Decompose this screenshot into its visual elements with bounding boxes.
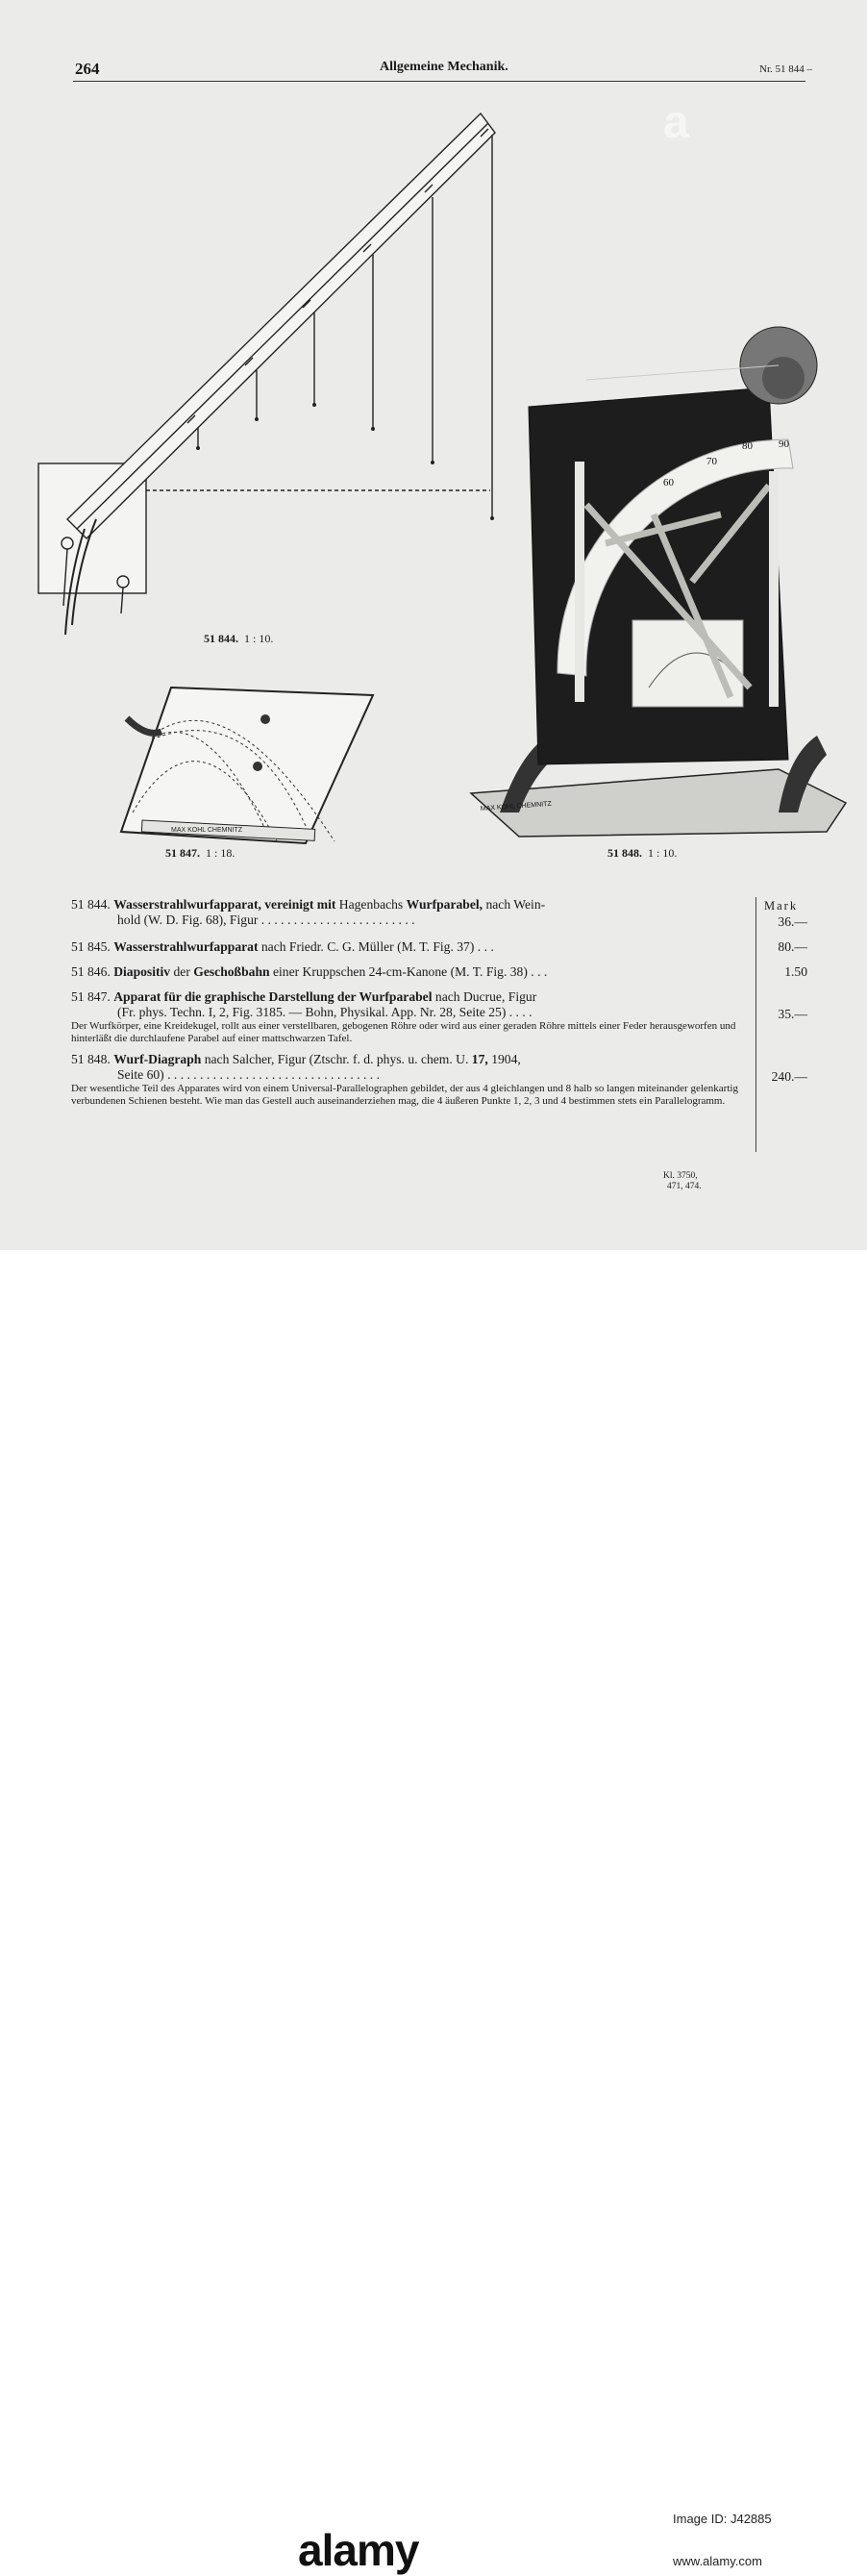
figure-51847-caption: 51 847. 1 : 18. <box>165 846 235 860</box>
page-number: 264 <box>75 60 100 78</box>
entry-51847: 51 847. Apparat für die graphische Darstellung der Wurfparabel nach Ducrue, Figur (Fr. phys. Techn. I, 2, Fig. 3185. — Bohn, Physikal. App. Nr. 28, Seite 25) . . . . Der Wurfkörper, eine Kreidekugel, rollt aus einer verstellbaren, gebogenen Röhre oder wird aus einer geraden Röhre mittels einer Feder herausgeworfen und hinterläßt die durchlaufene Parabel auf einer mattschwarzen Tafel. 35.— <box>71 989 807 1044</box>
entry-price: 1.50 <box>784 964 807 979</box>
catalog-page <box>0 0 867 1250</box>
entry-price: 240.— <box>771 1069 807 1084</box>
watermark: a <box>663 97 689 148</box>
entry-price: 80.— <box>778 939 807 954</box>
site-url[interactable]: www.alamy.com <box>673 2554 762 2568</box>
page-reference: Nr. 51 844 – <box>759 63 812 75</box>
header-rule <box>73 81 805 82</box>
brand-logo: alamy <box>298 2525 419 2575</box>
svg-text:70: 70 <box>706 456 717 467</box>
base-maker-label: MAX KOHL CHEMNITZ <box>480 800 552 813</box>
catalog-reference: Kl. 3750, 471, 474. <box>663 1171 702 1191</box>
image-id: Image ID: J42885 <box>673 2512 772 2526</box>
entry-price: 36.— <box>778 914 807 929</box>
entry-price: 35.— <box>778 1007 807 1021</box>
entry-51848: 51 848. Wurf-Diagraph nach Salcher, Figur (Ztschr. f. d. phys. u. chem. U. 17, 1904, Seite 60) . . . . . . . . . . . . . . . . . . . . . . . . . . . . . . . . . Der wesentliche Teil des Apparates wird von einem Universal-Parallelographen gebildet, der aus 4 gleichlangen und 8 halb so langen miteinander gelenkartig verbundenen Schienen besteht. Wie man das Gestell auch auseinanderziehen mag, die 4 äußeren Punkte 1, 2, 3 und 4 bestimmen stets ein Parallelogramm. 240.— <box>71 1052 807 1107</box>
entry-description: Der Wurfkörper, eine Kreidekugel, rollt aus einer verstellbaren, gebogenen Röhre oder wird aus einer geraden Röhre mittels einer Feder herausgeworfen und hinterläßt die durchlaufene Parabel auf einer mattschwarzen Tafel. <box>71 1020 736 1044</box>
figure-51844-caption: 51 844. 1 : 10. <box>204 632 274 645</box>
svg-text:60: 60 <box>663 477 674 488</box>
stock-footer <box>0 1250 867 2575</box>
svg-text:80: 80 <box>742 440 753 452</box>
figure-51848-caption: 51 848. 1 : 10. <box>607 846 678 860</box>
entry-list <box>71 897 807 1114</box>
entry-description: Der wesentliche Teil des Apparates wird von einem Universal-Parallelographen gebildet, der aus 4 gleichlangen und 8 halb so langen miteinander gelenkartig verbundenen Schienen besteht. Wie man das Gestell auch auseinanderziehen mag, die 4 äußeren Punkte 1, 2, 3 und 4 bestimmen stets ein Parallelogramm. <box>71 1083 738 1107</box>
figure-51844-illustration <box>29 106 529 644</box>
entry-51844: 51 844. Wasserstrahlwurfapparat, vereinigt mit Hagenbachs Wurfparabel, nach Wein- hold (W. D. Fig. 68), Figur . . . . . . . . . . . . . . . . . . . . . . . . 36.— <box>71 897 807 929</box>
figure-51848-illustration <box>461 293 855 841</box>
price-column-header: Mark <box>764 899 799 913</box>
figure-51847-illustration <box>113 678 383 851</box>
svg-text:90: 90 <box>779 438 789 450</box>
entry-51846: 51 846. Diapositiv der Geschoßbahn einer Kruppschen 24-cm-Kanone (M. T. Fig. 38) . . . 1.50 <box>71 964 807 979</box>
page-title: Allgemeine Mechanik. <box>380 60 508 74</box>
entry-51845: 51 845. Wasserstrahlwurfapparat nach Friedr. C. G. Müller (M. T. Fig. 37) . . . 80.— <box>71 939 807 954</box>
board-maker-label: MAX KOHL CHEMNITZ <box>171 827 243 834</box>
